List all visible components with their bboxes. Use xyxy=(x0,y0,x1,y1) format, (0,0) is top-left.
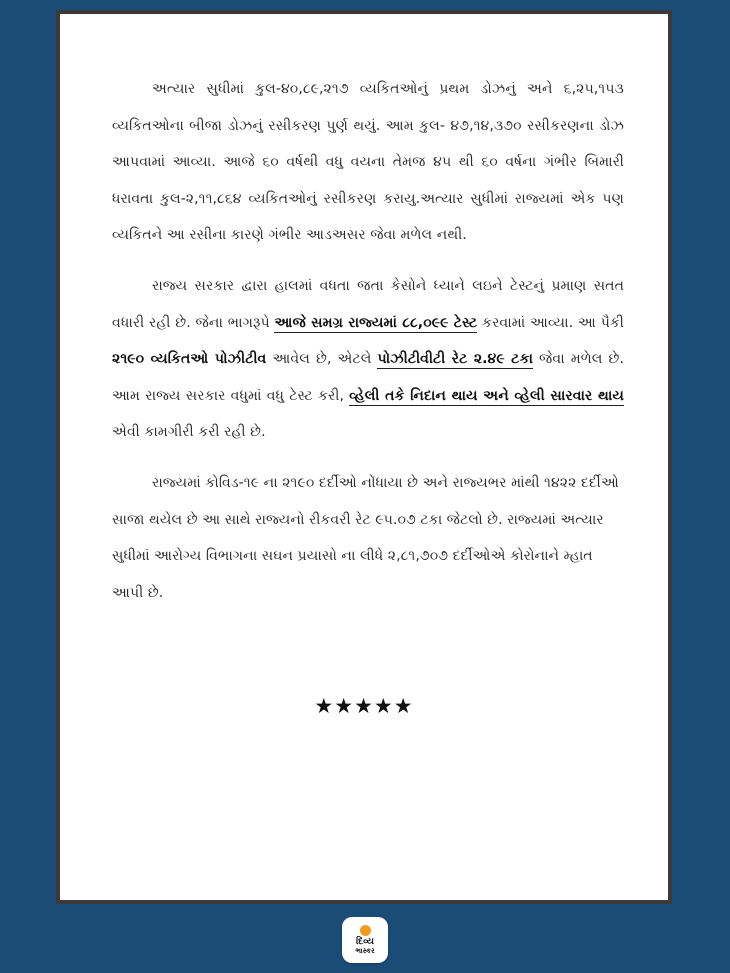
highlight-positivity-rate: પોઝીટીવીટી રેટ ૨.૪૯ ટકા xyxy=(377,351,533,368)
paragraph-vaccination: અત્યાર સુધીમાં કુલ-૪૦,૮૯,૨૧૭ વ્યકિતઓનું પ્રથમ ડોઝનું અને ૬,૨૫,૧૫૩ વ્યકિતઓના બીજા ડોઝનું રસીકરણ પુર્ણ થયું. આમ કુલ- ૪૭,૧૪,૩૭૦ રસીકરણના ડોઝ આપવામાં આવ્યા. આજે ૬૦ વર્ષથી વધુ વયના તેમજ ૪૫ થી ૬૦ વર્ષના ગંભીર બિમારી ધરાવતા કુલ-૨,૧૧,૮૬૪ વ્યકિતઓનું રસીકરણ કરાયુ.અત્યાર સુધીમાં રાજ્યમાં એક પણ વ્યકિતને આ રસીના કારણે ગંભીર આડઅસર જેવા મળેલ નથી. xyxy=(112,81,624,244)
paragraph-testing-text-5: એવી કામગીરી કરી રહી છે. xyxy=(112,424,266,441)
highlight-positive-count: ૨૧૯૦ વ્યકિતઓ પોઝીટીવ xyxy=(112,351,267,368)
paragraph-testing-text-3: આવેલ છે, એટલે xyxy=(266,351,378,368)
article-body xyxy=(112,71,624,625)
divya-bhaskar-logo xyxy=(342,917,388,963)
paragraph-testing-text-4: જેવા મળેલ છે. આમ રાજ્ય સરકાર વધુમાં વધુ ટેસ્ટ કરી, xyxy=(112,351,625,404)
paragraph-recovery: રાજ્યમાં કોવિડ-૧૯ ના ૨૧૯૦ દર્દીઓ નોંધાયા છે અને રાજ્યભર માંથી ૧૪૨૨ દર્દીઓ સાજા થયેલ છે આ સાથે રાજ્યનો રીકવરી રેટ ૯૫.૦૭ ટકા જેટલો છે. રાજ્યમાં અત્યાર સુધીમાં આરોગ્ય વિભાગના સઘન પ્રયાસો ના લીધે ૨,૮૧,૭૦૭ દર્દીઓએ કોરોનાને મ્હાત આપી છે. xyxy=(112,474,619,601)
logo-line-2: ભાસ્કર xyxy=(355,947,375,955)
logo-line-1: દિવ્ય xyxy=(356,937,374,947)
star-divider: ★★★★★ xyxy=(314,694,414,718)
highlight-early-diagnosis: વ્હેલી તકે નિદાન થાય અને વ્હેલી સારવાર થાય xyxy=(349,387,624,404)
paragraph-testing xyxy=(112,268,624,451)
press-release-page xyxy=(56,10,672,904)
paragraph-testing-text-1: રાજ્ય સરકાર દ્વારા હાલમાં વધતા જતા કેસોને ધ્યાને લઇને ટેસ્ટનું પ્રમાણ સતત વધારી રહી છે. જેના ભાગરૂપે xyxy=(112,277,624,331)
sun-icon xyxy=(360,925,371,936)
paragraph-testing-text-2: કરવામાં આવ્યા. આ પૈકી xyxy=(477,314,624,331)
highlight-tests-today: આજે સમગ્ર રાજ્યમાં ૮૮,૦૯૯ ટેસ્ટ xyxy=(274,314,478,331)
